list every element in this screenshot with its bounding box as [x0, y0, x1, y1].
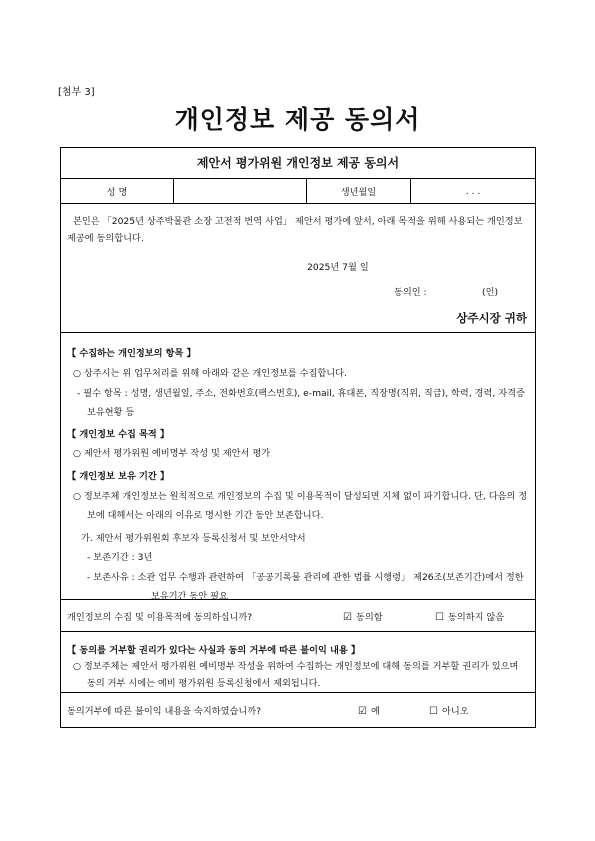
unchecked-box-icon[interactable]: ☐: [435, 611, 444, 623]
retention-line1: ○ 정보주체 개인정보는 원칙적으로 개인정보의 수집 및 이용목적이 달성되면 지체 없이 파기합니다. 단, 다음의 정보에 대해서는 아래의 이유로 명시한 기간 동안 보존합니다.: [73, 491, 528, 521]
refuse-text: ○ 정보주체는 제안서 평가위원 예비명부 작성을 위하여 수집하는 개인정보에 대해 동의를 거부할 권리가 있으며 동의 거부 시에는 예비 평가위원 등록신청에서 제외됩니다.: [73, 661, 519, 689]
question1-text: 개인정보의 수집 및 이용목적에 동의하십니까?: [67, 611, 253, 623]
unchecked-box-icon[interactable]: ☐: [429, 706, 438, 717]
addressee: 상주시장 귀하: [456, 311, 527, 325]
retention-heading: 【 개인정보 보유 기간 】: [67, 471, 170, 482]
signer-label: 동의인 :: [394, 287, 427, 298]
refusal-section: [61, 632, 535, 693]
page-title: 개인정보 제공 동의서: [174, 105, 421, 134]
checked-box-icon[interactable]: ☑: [343, 611, 352, 623]
purpose-heading: 【 개인정보 수집 목적 】: [67, 429, 170, 440]
privacy-details: [61, 333, 535, 600]
attachment-label: [첨부 3]: [58, 87, 95, 98]
name-field[interactable]: [174, 179, 307, 203]
retention-line2: 가. 제안서 평가위원회 후보자 등록신청서 및 보안서약서: [81, 533, 306, 544]
question2-row: [61, 693, 535, 727]
checked-box-icon[interactable]: ☑: [358, 706, 367, 717]
items-line1: ○ 상주시는 위 업무처리를 위해 아래와 같은 개인정보를 수집합니다.: [73, 368, 347, 379]
birth-field[interactable]: . . .: [465, 185, 481, 197]
birth-label: 생년월일: [307, 179, 411, 203]
items-heading: 【 수집하는 개인정보의 항목 】: [67, 348, 196, 359]
seal-label: (인): [482, 287, 499, 298]
consent-date: 2025년 7월 일: [307, 262, 369, 273]
items-line2: - 필수 항목 : 성명, 생년월일, 주소, 전화번호(팩스번호), e-mail, 휴대폰, 직장명(직위, 직급), 학력, 경력, 자격증 보유현황 등: [77, 388, 525, 418]
q2-no-option[interactable]: ☐ 아니오: [429, 706, 469, 717]
refuse-heading: 【 동의를 거부할 권리가 있다는 사실과 동의 거부에 따른 불이익 내용 】: [67, 645, 361, 656]
consent-text: 본인은 「2025년 상주박물관 소장 고전적 번역 사업」 제안서 평가에 앞서, 아래 목적을 위해 사용되는 개인정보 제공에 동의합니다.: [67, 216, 523, 244]
retention-line4: - 보존사유 : 소관 업무 수행과 관련하여 「공공기록물 관리에 관한 법률 시행령」 제26조(보존기간)에서 정한 보유기간 동안 필요: [87, 572, 524, 602]
question2-text: 동의거부에 따른 불이익 내용을 숙지하였습니까?: [67, 706, 262, 717]
q1-agree-option[interactable]: ☑ 동의함: [343, 611, 383, 623]
consent-form: [60, 147, 536, 728]
question1-row: [61, 600, 535, 632]
form-header: 제안서 평가위원 개인정보 제공 동의서: [61, 148, 535, 179]
retention-line3: - 보존기간 : 3년: [87, 552, 153, 563]
q1-disagree-option[interactable]: ☐ 동의하지 않음: [435, 611, 505, 623]
identity-row: [61, 179, 535, 204]
consent-statement: [61, 204, 535, 333]
q2-yes-option[interactable]: ☑ 예: [358, 706, 380, 717]
name-label: 성 명: [61, 179, 174, 203]
purpose-line1: ○ 제안서 평가위원 예비명부 작성 및 제안서 평가: [73, 448, 271, 459]
